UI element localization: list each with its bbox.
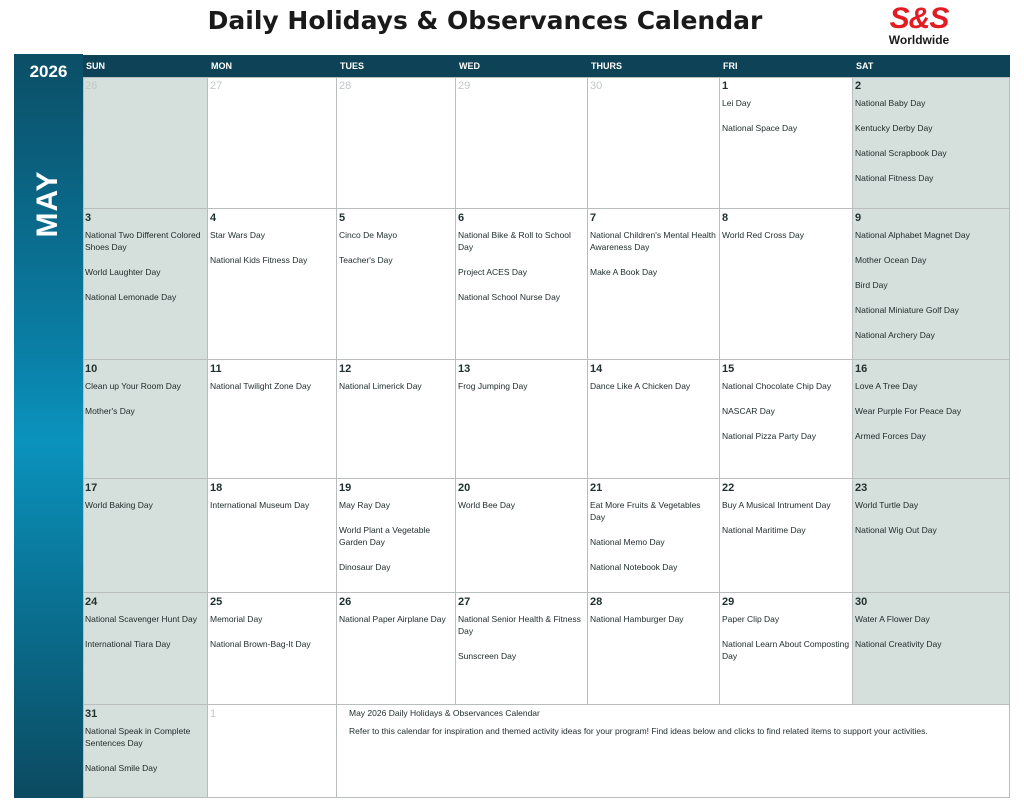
- day-number: 17: [85, 482, 98, 494]
- day-number: 1: [210, 708, 217, 720]
- day-number: 29: [722, 596, 735, 608]
- event-item[interactable]: Wear Purple For Peace Day: [855, 406, 962, 416]
- event-item[interactable]: World Red Cross Day: [722, 230, 805, 240]
- event-item[interactable]: National Baby Day: [855, 98, 926, 108]
- event-item[interactable]: World Plant a Vegetable Garden Day: [339, 525, 431, 547]
- day-number: 14: [590, 363, 603, 375]
- day-cell[interactable]: [83, 209, 208, 360]
- day-cell[interactable]: [83, 593, 208, 705]
- day-cell[interactable]: [588, 77, 720, 209]
- event-item[interactable]: National Children's Mental Health Awareness Day: [590, 230, 716, 252]
- event-item[interactable]: Lei Day: [722, 98, 751, 108]
- event-item[interactable]: Memorial Day: [210, 614, 263, 624]
- event-item[interactable]: National Brown-Bag-It Day: [210, 639, 311, 649]
- event-item[interactable]: Star Wars Day: [210, 230, 265, 240]
- day-cell[interactable]: [720, 209, 853, 360]
- month-label: MAY: [31, 170, 64, 238]
- event-item[interactable]: National Lemonade Day: [85, 292, 177, 302]
- month-sidebar: [14, 54, 83, 798]
- day-cell[interactable]: [208, 360, 337, 479]
- day-number: 15: [722, 363, 735, 375]
- event-item[interactable]: Kentucky Derby Day: [855, 123, 933, 133]
- event-item[interactable]: Love A Tree Day: [855, 381, 918, 391]
- event-item[interactable]: Buy A Musical Intrument Day: [722, 500, 831, 510]
- day-number: 12: [339, 363, 352, 375]
- brand-logo[interactable]: [884, 4, 954, 50]
- day-cell[interactable]: [456, 593, 588, 705]
- weekday-tues: TUES: [340, 61, 365, 71]
- weekday-fri: FRI: [723, 61, 738, 71]
- event-item[interactable]: National Chocolate Chip Day: [722, 381, 832, 391]
- event-item[interactable]: National Notebook Day: [590, 562, 678, 572]
- day-number: 5: [339, 212, 346, 224]
- day-cell[interactable]: [83, 705, 208, 798]
- event-item[interactable]: National Fitness Day: [855, 173, 934, 183]
- event-item[interactable]: Mother Ocean Day: [855, 255, 927, 265]
- day-number: 16: [855, 363, 868, 375]
- event-item[interactable]: National Scrapbook Day: [855, 148, 947, 158]
- event-item[interactable]: National Maritime Day: [722, 525, 806, 535]
- day-cell[interactable]: [720, 360, 853, 479]
- event-item[interactable]: National Limerick Day: [339, 381, 422, 391]
- event-item[interactable]: National Paper Airplane Day: [339, 614, 446, 624]
- day-cell[interactable]: [208, 209, 337, 360]
- day-number: 6: [458, 212, 465, 224]
- day-cell[interactable]: [456, 479, 588, 593]
- event-item[interactable]: National School Nurse Day: [458, 292, 561, 302]
- day-cell[interactable]: [208, 705, 337, 798]
- event-item[interactable]: National Learn About Composting Day: [722, 639, 850, 661]
- day-cell[interactable]: [83, 77, 208, 209]
- event-item[interactable]: World Bee Day: [458, 500, 516, 510]
- weekday-mon: MON: [211, 61, 232, 71]
- event-item[interactable]: Water A Flower Day: [855, 614, 930, 624]
- day-cell[interactable]: [720, 593, 853, 705]
- event-item[interactable]: Bird Day: [855, 280, 888, 290]
- day-cell[interactable]: [456, 77, 588, 209]
- event-item[interactable]: World Turtle Day: [855, 500, 919, 510]
- day-number: 19: [339, 482, 352, 494]
- day-number: 20: [458, 482, 471, 494]
- weekday-sun: SUN: [86, 61, 106, 71]
- day-number: 8: [722, 212, 729, 224]
- day-number: 1: [722, 80, 729, 92]
- day-number: 25: [210, 596, 223, 608]
- event-item[interactable]: National Miniature Golf Day: [855, 305, 959, 315]
- day-number: 30: [855, 596, 868, 608]
- event-item[interactable]: Paper Clip Day: [722, 614, 780, 624]
- event-item[interactable]: Eat More Fruits & Vegetables Day: [590, 500, 701, 522]
- event-item[interactable]: International Museum Day: [210, 500, 310, 510]
- event-item[interactable]: National Hamburger Day: [590, 614, 684, 624]
- event-item[interactable]: International Tiara Day: [85, 639, 171, 649]
- event-item[interactable]: May Ray Day: [339, 500, 391, 510]
- day-cell[interactable]: [337, 479, 456, 593]
- day-number: 18: [210, 482, 223, 494]
- event-item[interactable]: National Pizza Party Day: [722, 431, 817, 441]
- event-item[interactable]: National Scavenger Hunt Day: [85, 614, 197, 624]
- event-item[interactable]: National Two Different Colored Shoes Day: [85, 230, 201, 252]
- event-item[interactable]: Dance Like A Chicken Day: [590, 381, 691, 391]
- event-item[interactable]: National Space Day: [722, 123, 798, 133]
- event-item[interactable]: National Memo Day: [590, 537, 665, 547]
- day-number: 2: [855, 80, 862, 92]
- day-number: 4: [210, 212, 217, 224]
- event-item[interactable]: World Laughter Day: [85, 267, 161, 277]
- day-number: 13: [458, 363, 471, 375]
- brand-logo-mark: S&S: [889, 2, 949, 35]
- event-item[interactable]: Cinco De Mayo: [339, 230, 398, 240]
- day-cell[interactable]: [853, 77, 1010, 209]
- event-item[interactable]: National Wig Out Day: [855, 525, 937, 535]
- year-label: 2026: [29, 62, 68, 81]
- day-number: 23: [855, 482, 868, 494]
- day-cell[interactable]: [208, 593, 337, 705]
- weekday-header: [83, 55, 1010, 77]
- event-item[interactable]: Sunscreen Day: [458, 651, 517, 661]
- event-item[interactable]: National Twilight Zone Day: [210, 381, 311, 391]
- day-number: 31: [85, 708, 98, 720]
- day-cell[interactable]: [853, 209, 1010, 360]
- event-item[interactable]: NASCAR Day: [722, 406, 775, 416]
- day-cell[interactable]: [337, 593, 456, 705]
- day-cell[interactable]: [83, 360, 208, 479]
- day-number: 10: [85, 363, 98, 375]
- day-number: 29: [458, 80, 471, 92]
- day-number: 11: [210, 363, 222, 375]
- day-number: 22: [722, 482, 735, 494]
- event-item[interactable]: National Kids Fitness Day: [210, 255, 308, 265]
- day-cell[interactable]: [456, 360, 588, 479]
- calendar-note: [337, 705, 1010, 798]
- event-item[interactable]: Mother's Day: [85, 406, 135, 416]
- day-cell[interactable]: [720, 479, 853, 593]
- event-item[interactable]: National Alphabet Magnet Day: [855, 230, 970, 240]
- day-number: 28: [590, 596, 603, 608]
- day-number: 26: [85, 80, 98, 92]
- day-number: 27: [210, 80, 223, 92]
- event-item[interactable]: National Speak in Complete Sentences Day: [85, 726, 191, 748]
- weekday-sat: SAT: [856, 61, 874, 71]
- day-number: 7: [590, 212, 597, 224]
- event-item[interactable]: Teacher's Day: [339, 255, 393, 265]
- day-cell[interactable]: [853, 593, 1010, 705]
- brand-logo-sub: Worldwide: [888, 33, 950, 47]
- day-cell[interactable]: [720, 77, 853, 209]
- day-number: 27: [458, 596, 471, 608]
- day-cell[interactable]: [208, 479, 337, 593]
- event-item[interactable]: World Baking Day: [85, 500, 153, 510]
- day-cell[interactable]: [588, 479, 720, 593]
- day-number: 26: [339, 596, 352, 608]
- day-cell[interactable]: [337, 77, 456, 209]
- day-cell[interactable]: [456, 209, 588, 360]
- day-cell[interactable]: [853, 360, 1010, 479]
- event-item[interactable]: National Creativity Day: [855, 639, 942, 649]
- event-item[interactable]: National Archery Day: [855, 330, 935, 340]
- day-cell[interactable]: [208, 77, 337, 209]
- event-item[interactable]: Dinosaur Day: [339, 562, 391, 572]
- event-item[interactable]: Clean up Your Room Day: [85, 381, 181, 391]
- day-cell[interactable]: [588, 360, 720, 479]
- weekday-wed: WED: [459, 61, 480, 71]
- event-item[interactable]: Make A Book Day: [590, 267, 658, 277]
- day-number: 21: [590, 482, 603, 494]
- event-item[interactable]: National Smile Day: [85, 763, 158, 773]
- day-number: 9: [855, 212, 862, 224]
- day-number: 3: [85, 212, 92, 224]
- day-cell[interactable]: [337, 360, 456, 479]
- day-cell[interactable]: [337, 209, 456, 360]
- day-cell[interactable]: [83, 479, 208, 593]
- day-number: 28: [339, 80, 352, 92]
- page-title: Daily Holidays & Observances Calendar: [207, 6, 763, 35]
- day-number: 24: [85, 596, 98, 608]
- day-cell[interactable]: [588, 593, 720, 705]
- day-cell[interactable]: [853, 479, 1010, 593]
- note-title: May 2026 Daily Holidays & Observances Calendar: [349, 708, 540, 718]
- event-item[interactable]: Project ACES Day: [458, 267, 527, 277]
- event-item[interactable]: National Senior Health & Fitness Day: [458, 614, 581, 636]
- weekday-thurs: THURS: [591, 61, 622, 71]
- event-item[interactable]: Armed Forces Day: [855, 431, 926, 441]
- note-body: Refer to this calendar for inspiration and themed activity ideas for your program! Find ideas below and clicks to find related items to support your activities.: [349, 726, 928, 736]
- event-item[interactable]: Frog Jumping Day: [458, 381, 528, 391]
- event-item[interactable]: National Bike & Roll to School Day: [458, 230, 571, 252]
- day-number: 30: [590, 80, 603, 92]
- day-cell[interactable]: [588, 209, 720, 360]
